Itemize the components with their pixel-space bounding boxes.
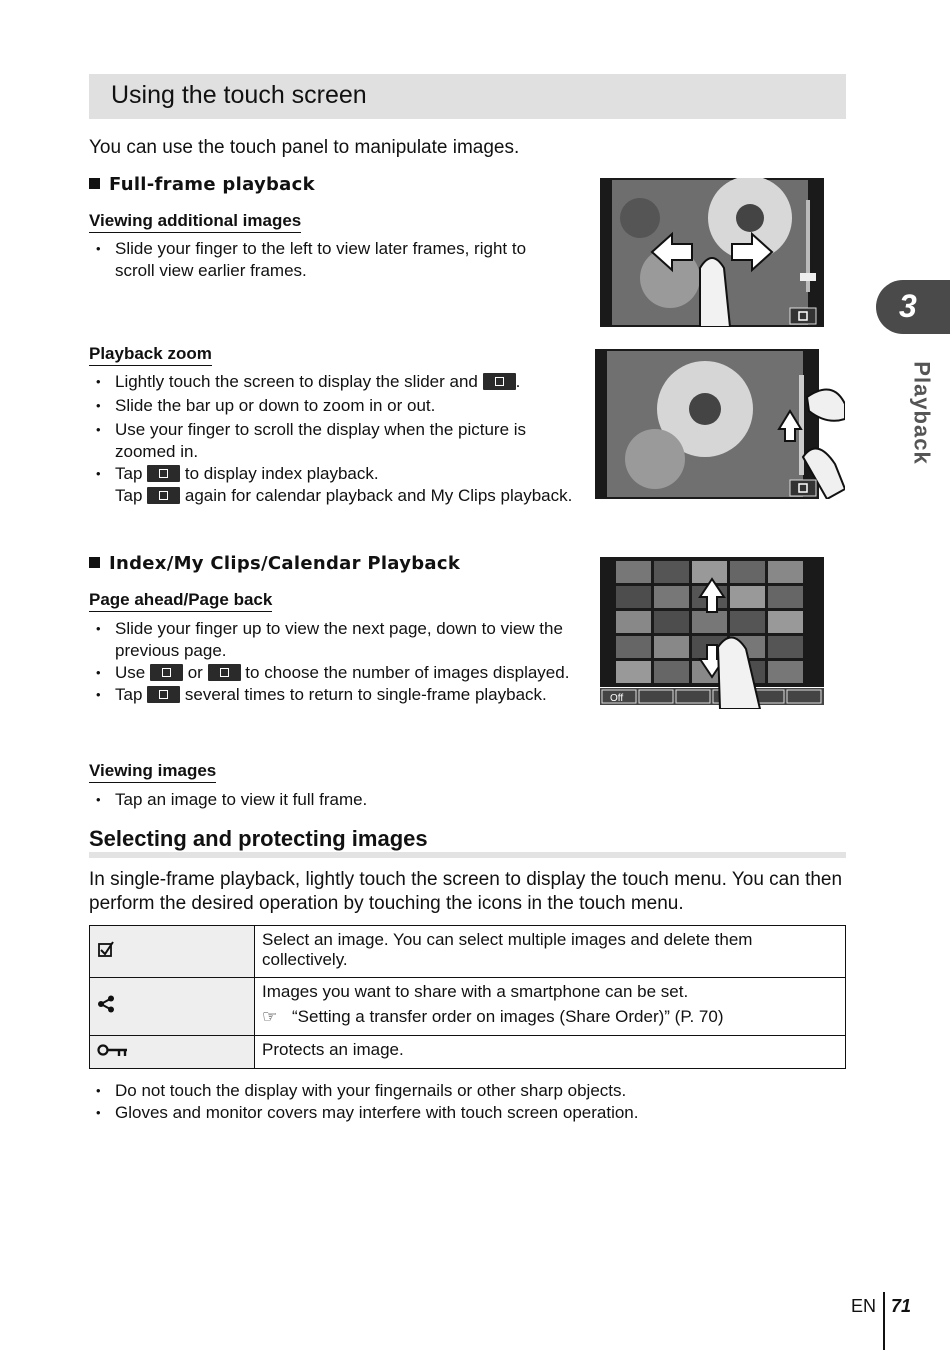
thumbnail [768, 586, 803, 608]
icon-cell [90, 978, 255, 1036]
index-playback-icon [483, 373, 516, 390]
icon-cell [90, 1036, 255, 1069]
key-icon [97, 1043, 129, 1057]
index-illustration [600, 557, 824, 709]
table-row [90, 978, 846, 1036]
page-ahead-b3-pre: Tap [115, 685, 143, 704]
list-item [89, 684, 579, 706]
zoom-b4-line2-post: again for calendar playback and My Clips playback. [184, 486, 573, 505]
table-row [90, 1036, 846, 1069]
thumbnail [730, 561, 765, 583]
zoom-in-icon [147, 686, 180, 703]
full-frame-illustration [600, 178, 824, 327]
playback-zoom-subheading [89, 344, 212, 366]
icon-cell [90, 926, 255, 978]
share-order-reference: “Setting a transfer order on images (Share Order)” (P. 70) [292, 1007, 724, 1026]
thumbnail [768, 611, 803, 633]
thumbnail [654, 586, 689, 608]
list-item [89, 371, 579, 393]
page-title-bar [89, 74, 846, 119]
thumbnail [616, 661, 651, 683]
viewing-additional-list [89, 238, 569, 282]
thumbnail [692, 561, 727, 583]
full-frame-heading-text: Full-frame playback [109, 174, 315, 195]
description-cell: Protects an image. [255, 1036, 846, 1069]
zoom-illustration [595, 349, 845, 499]
calendar-playback-icon [150, 664, 183, 681]
thumbnail [730, 611, 765, 633]
share-icon [97, 995, 115, 1013]
thumbnail [654, 636, 689, 658]
selecting-paragraph: In single-frame playback, lightly touch the screen to display the touch menu. You can then perform the desired operation by touching the icons in the touch menu. [89, 869, 843, 914]
zoom-b4-post: to display index playback. [184, 464, 379, 483]
index-playback-heading [89, 553, 460, 574]
page-ahead-b2-pre: Use [115, 663, 146, 682]
list-item [89, 662, 579, 684]
list-item: • Slide your finger to the left to view later frames, right to scroll view earlier frames. [89, 238, 569, 282]
description-cell: Select an image. You can select multiple images and delete them collectively. [255, 926, 846, 978]
zoom-b4-line2-pre: Tap [115, 486, 143, 505]
chapter-number: 3 [899, 288, 917, 324]
page-ahead-b2-mid: or [187, 663, 203, 682]
viewing-images-subheading [89, 761, 216, 783]
share-description: Images you want to share with a smartphone can be set. [262, 982, 689, 1001]
footer-divider [883, 1292, 885, 1350]
off-label: Off [610, 693, 624, 704]
index-playback-icon [147, 465, 180, 482]
zoom-b4-pre: Tap [115, 464, 143, 483]
touch-menu-table [89, 925, 846, 1069]
page-ahead-subheading [89, 590, 272, 612]
thumbnail [768, 661, 803, 683]
thumbnail [616, 636, 651, 658]
list-item: • Use your finger to scroll the display when the picture is zoomed in. [89, 419, 579, 463]
thumbnail [616, 611, 651, 633]
thumbnail [616, 561, 651, 583]
thumbnail [654, 561, 689, 583]
page-title: Using the touch screen [111, 81, 367, 109]
zoom-in-icon [208, 664, 241, 681]
chapter-tab[interactable] [876, 280, 950, 334]
viewing-additional-label: Viewing additional images [89, 211, 301, 233]
list-item [89, 463, 579, 507]
zoom-b1-period: . [515, 372, 521, 391]
thumbnail [768, 636, 803, 658]
full-frame-heading [89, 174, 315, 195]
list-item: • Slide the bar up or down to zoom in or out. [89, 395, 579, 417]
calendar-playback-icon [147, 487, 180, 504]
thumbnail [692, 611, 727, 633]
table-row [90, 926, 846, 978]
list-item: • Gloves and monitor covers may interfere with touch screen operation. [89, 1102, 829, 1124]
list-item: • Tap an image to view it full frame. [89, 789, 579, 811]
footer-language: EN [851, 1296, 877, 1316]
viewing-images-label: Viewing images [89, 761, 216, 783]
viewing-images-list [89, 789, 579, 811]
chapter-label: Playback [909, 361, 935, 465]
page-ahead-label: Page ahead/Page back [89, 590, 272, 612]
thumbnail [768, 561, 803, 583]
cross-reference [262, 1007, 838, 1027]
notes-list [89, 1080, 829, 1124]
page-ahead-b2-post: to choose the number of images displayed. [245, 663, 570, 682]
thumbnail [616, 586, 651, 608]
thumbnail [654, 611, 689, 633]
thumbnail [654, 661, 689, 683]
selecting-heading: Selecting and protecting images [89, 826, 428, 851]
page-ahead-list [89, 618, 579, 706]
reference-hand-icon: ☞ [262, 1007, 278, 1026]
page-ahead-b3-post: several times to return to single-frame playback. [184, 685, 547, 704]
square-bullet-icon [89, 178, 100, 189]
playback-zoom-label: Playback zoom [89, 344, 212, 366]
viewing-additional-subheading [89, 211, 301, 233]
description-cell [255, 978, 846, 1036]
list-item: • Do not touch the display with your fingernails or other sharp objects. [89, 1080, 829, 1102]
checkbox-icon [97, 940, 115, 958]
index-playback-heading-text: Index/My Clips/Calendar Playback [109, 553, 461, 574]
selecting-heading-bar [89, 826, 846, 858]
square-bullet-icon [89, 557, 100, 568]
zoom-b1-text: Lightly touch the screen to display the slider and [115, 372, 478, 391]
playback-zoom-list [89, 371, 579, 507]
list-item: • Slide your finger up to view the next page, down to view the previous page. [89, 618, 579, 662]
thumbnail [730, 586, 765, 608]
page-number: 71 [891, 1296, 912, 1316]
intro-text: You can use the touch panel to manipulate images. [89, 137, 520, 158]
